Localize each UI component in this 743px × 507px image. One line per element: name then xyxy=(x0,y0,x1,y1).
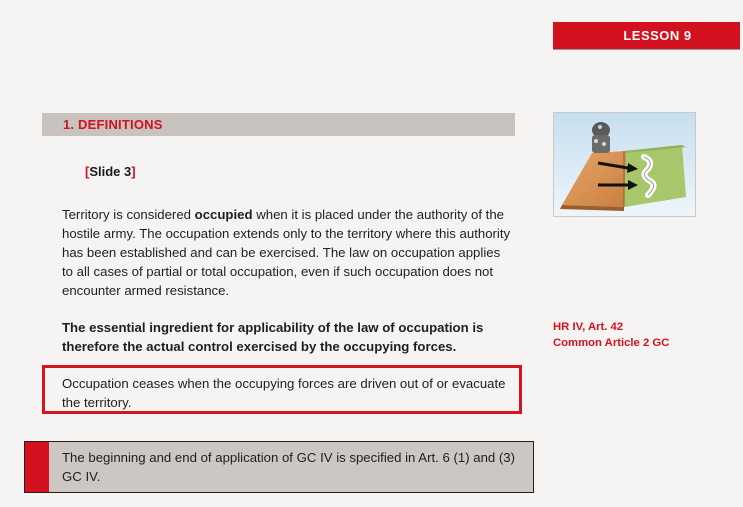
occupation-ceases-paragraph: Occupation ceases when the occupying forces are driven out of or evacuate the territory. xyxy=(62,376,506,410)
legal-references xyxy=(553,319,669,351)
essential-ingredient-paragraph: The essential ingredient for applicability of the law of occupation is therefore the actual control exercised by the occupying forces. xyxy=(62,320,484,354)
slide-reference xyxy=(85,164,136,179)
slide-label: Slide 3 xyxy=(89,164,132,179)
lesson-rule-divider xyxy=(553,49,740,50)
note-paragraph: The beginning and end of application of GC IV is specified in Art. 6 (1) and (3) GC IV. xyxy=(62,450,516,484)
note-accent-bar xyxy=(24,441,49,493)
slide-illustration xyxy=(553,112,696,217)
p1-bold-term: occupied xyxy=(194,207,253,222)
section-title: 1. DEFINITIONS xyxy=(63,117,163,132)
reference-common-article: Common Article 2 GC xyxy=(553,337,670,349)
slide-close-bracket: ] xyxy=(131,164,136,179)
slide-open-bracket: [ xyxy=(85,164,90,179)
p1-text-before: Territory is considered xyxy=(62,207,195,222)
lesson-tab xyxy=(553,22,740,49)
p1-text-after: when it is placed under the authority of the hostile army. The occupation extends only to the territory where this authority has been established and can be exercised. The law on occupation applies to all cases of partial or total occupation, even if such occupation does not encounter armed resistance. xyxy=(62,207,511,298)
lesson-label: LESSON 9 xyxy=(623,28,692,43)
reference-hr-iv: HR IV, Art. 42 xyxy=(553,321,624,333)
section-header-bar xyxy=(42,113,515,136)
definition-paragraph xyxy=(62,205,514,300)
occupation-illustration-icon xyxy=(554,113,695,216)
